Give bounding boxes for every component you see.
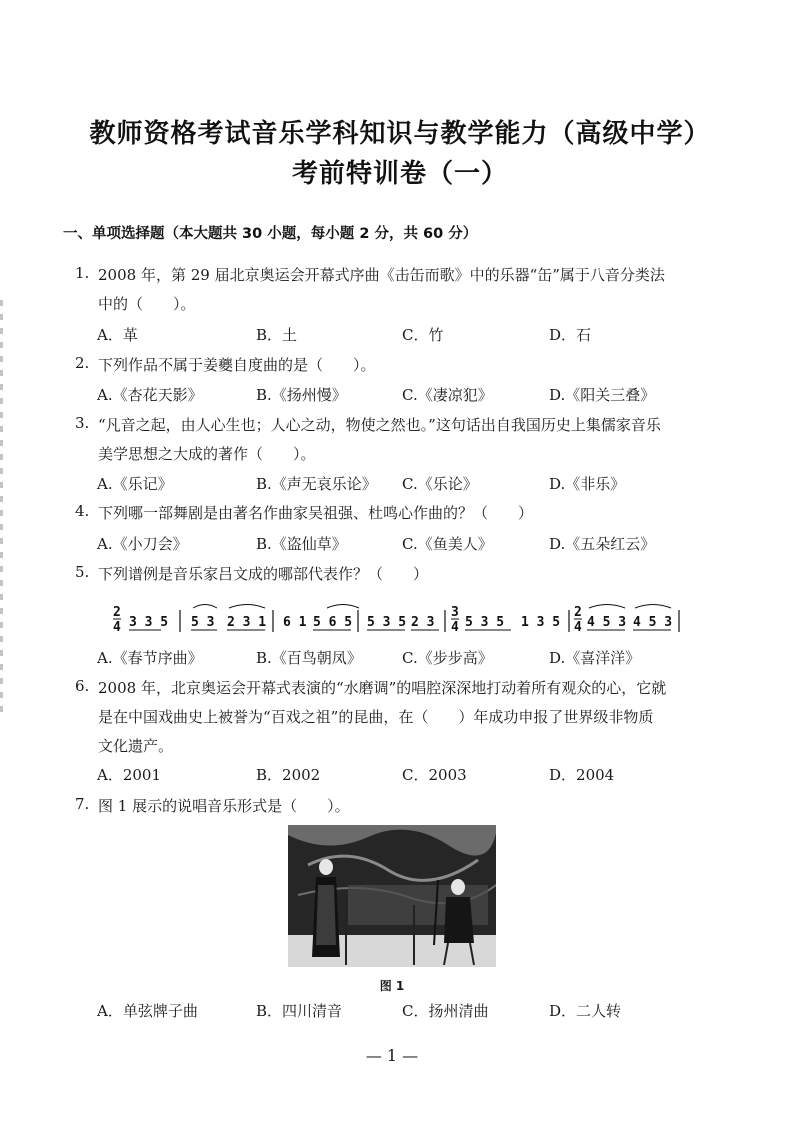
figure-caption: 图 1	[379, 979, 405, 993]
question-number: 7.	[75, 795, 90, 813]
option-a[interactable]: A．单弦牌子曲	[97, 1002, 198, 1020]
exam-title-line1: 教师资格考试音乐学科知识与教学能力（高级中学）	[89, 119, 711, 149]
question-text: 文化遗产。	[98, 737, 174, 755]
score-measure: 3 3 5	[129, 615, 169, 630]
score-measure: 5 3 5	[367, 615, 407, 630]
slur-arc	[635, 605, 671, 609]
score-measure: 4 5 3	[633, 615, 673, 630]
score-measure: 1 3 5	[521, 615, 561, 630]
option-a[interactable]: A．2001	[97, 766, 162, 784]
option-c[interactable]: C．2003	[402, 766, 467, 784]
stage-performance-image	[288, 825, 496, 967]
score-staff	[113, 600, 688, 636]
option-d[interactable]: D.《喜洋洋》	[549, 649, 641, 667]
option-d[interactable]: D.《非乐》	[549, 475, 626, 493]
exam-title-line2: 考前特训卷（一）	[291, 159, 508, 189]
time-signature: 4	[574, 620, 582, 635]
question-text: 2008 年，第 29 届北京奥运会开幕式序曲《击缶而歌》中的乐器“缶”属于八音分类法	[98, 266, 665, 284]
option-d[interactable]: D．石	[549, 326, 592, 344]
option-b[interactable]: B．四川清音	[256, 1002, 343, 1020]
score-measure: 4 5 3	[587, 615, 627, 630]
option-a[interactable]: A.《小刀会》	[97, 535, 188, 553]
slur-arc	[327, 605, 359, 609]
question-text: “凡音之起，由人心生也；人心之动，物使之然也。”这句话出自我国历史上集儒家音乐	[98, 416, 661, 434]
question-number: 4.	[75, 502, 90, 520]
question-text: 美学思想之大成的著作（ ）。	[98, 445, 316, 463]
question-text: 图 1 展示的说唱音乐形式是（ ）。	[98, 797, 350, 815]
question-text: 中的（ ）。	[98, 295, 196, 313]
option-a[interactable]: A.《春节序曲》	[97, 649, 203, 667]
option-b[interactable]: B.《扬州慢》	[256, 386, 347, 404]
option-a[interactable]: A.《杏花天影》	[97, 386, 203, 404]
option-b[interactable]: B.《百鸟朝凤》	[256, 649, 362, 667]
question-text: 下列哪一部舞剧是由著名作曲家吴祖强、杜鸣心作曲的？（ ）	[98, 504, 534, 522]
option-c[interactable]: C.《乐论》	[402, 475, 478, 493]
question-number: 3.	[75, 414, 90, 432]
option-c[interactable]: C.《凄凉犯》	[402, 386, 493, 404]
time-signature: 2	[113, 605, 121, 620]
score-measure: 6 1	[283, 615, 307, 630]
option-d[interactable]: D.《阳关三叠》	[549, 386, 656, 404]
option-a[interactable]: A.《乐记》	[97, 475, 173, 493]
option-b[interactable]: B.《盗仙草》	[256, 535, 347, 553]
option-a[interactable]: A．革	[97, 326, 138, 344]
option-c[interactable]: C．竹	[402, 326, 444, 344]
slur-arc	[589, 605, 625, 609]
section-heading: 一、单项选择题（本大题共 30 小题，每小题 2 分，共 60 分）	[63, 226, 478, 242]
score-measure: 2 3 1	[227, 615, 267, 630]
score-measure: 5 6 5	[313, 615, 353, 630]
question-number: 6.	[75, 677, 90, 695]
time-signature: 2	[574, 605, 582, 620]
time-signature: 4	[113, 620, 121, 635]
option-c[interactable]: C．扬州清曲	[402, 1002, 489, 1020]
option-d[interactable]: D．2004	[549, 766, 615, 784]
option-b[interactable]: B.《声无哀乐论》	[256, 475, 377, 493]
score-measure: 5 3	[191, 615, 215, 630]
time-signature: 4	[451, 620, 459, 635]
option-d[interactable]: D.《五朵红云》	[549, 535, 656, 553]
binding-edge	[0, 300, 3, 720]
page-number: — 1 —	[365, 1046, 419, 1065]
option-c[interactable]: C.《步步高》	[402, 649, 493, 667]
question-text: 下列作品不属于姜夔自度曲的是（ ）。	[98, 356, 376, 374]
time-signature: 3	[451, 605, 459, 620]
option-b[interactable]: B．2002	[256, 766, 321, 784]
question-number: 2.	[75, 354, 90, 372]
figure-1-photo	[288, 825, 496, 967]
score-measure: 2 3	[411, 615, 435, 630]
slur-arc	[193, 605, 217, 609]
question-text: 是在中国戏曲史上被誉为“百戏之祖”的昆曲，在（ ）年成功申报了世界级非物质	[98, 708, 654, 726]
score-excerpt	[113, 600, 688, 636]
question-text: 2008 年，北京奥运会开幕式表演的“水磨调”的唱腔深深地打动着所有观众的心，它就	[98, 679, 667, 697]
option-d[interactable]: D．二人转	[549, 1002, 622, 1020]
question-text: 下列谱例是音乐家吕文成的哪部代表作？（ ）	[98, 565, 429, 583]
question-number: 5.	[75, 563, 90, 581]
score-measure: 5 3 5	[465, 615, 505, 630]
option-b[interactable]: B．土	[256, 326, 298, 344]
question-number: 1.	[75, 264, 90, 282]
option-c[interactable]: C.《鱼美人》	[402, 535, 493, 553]
slur-arc	[229, 605, 265, 609]
